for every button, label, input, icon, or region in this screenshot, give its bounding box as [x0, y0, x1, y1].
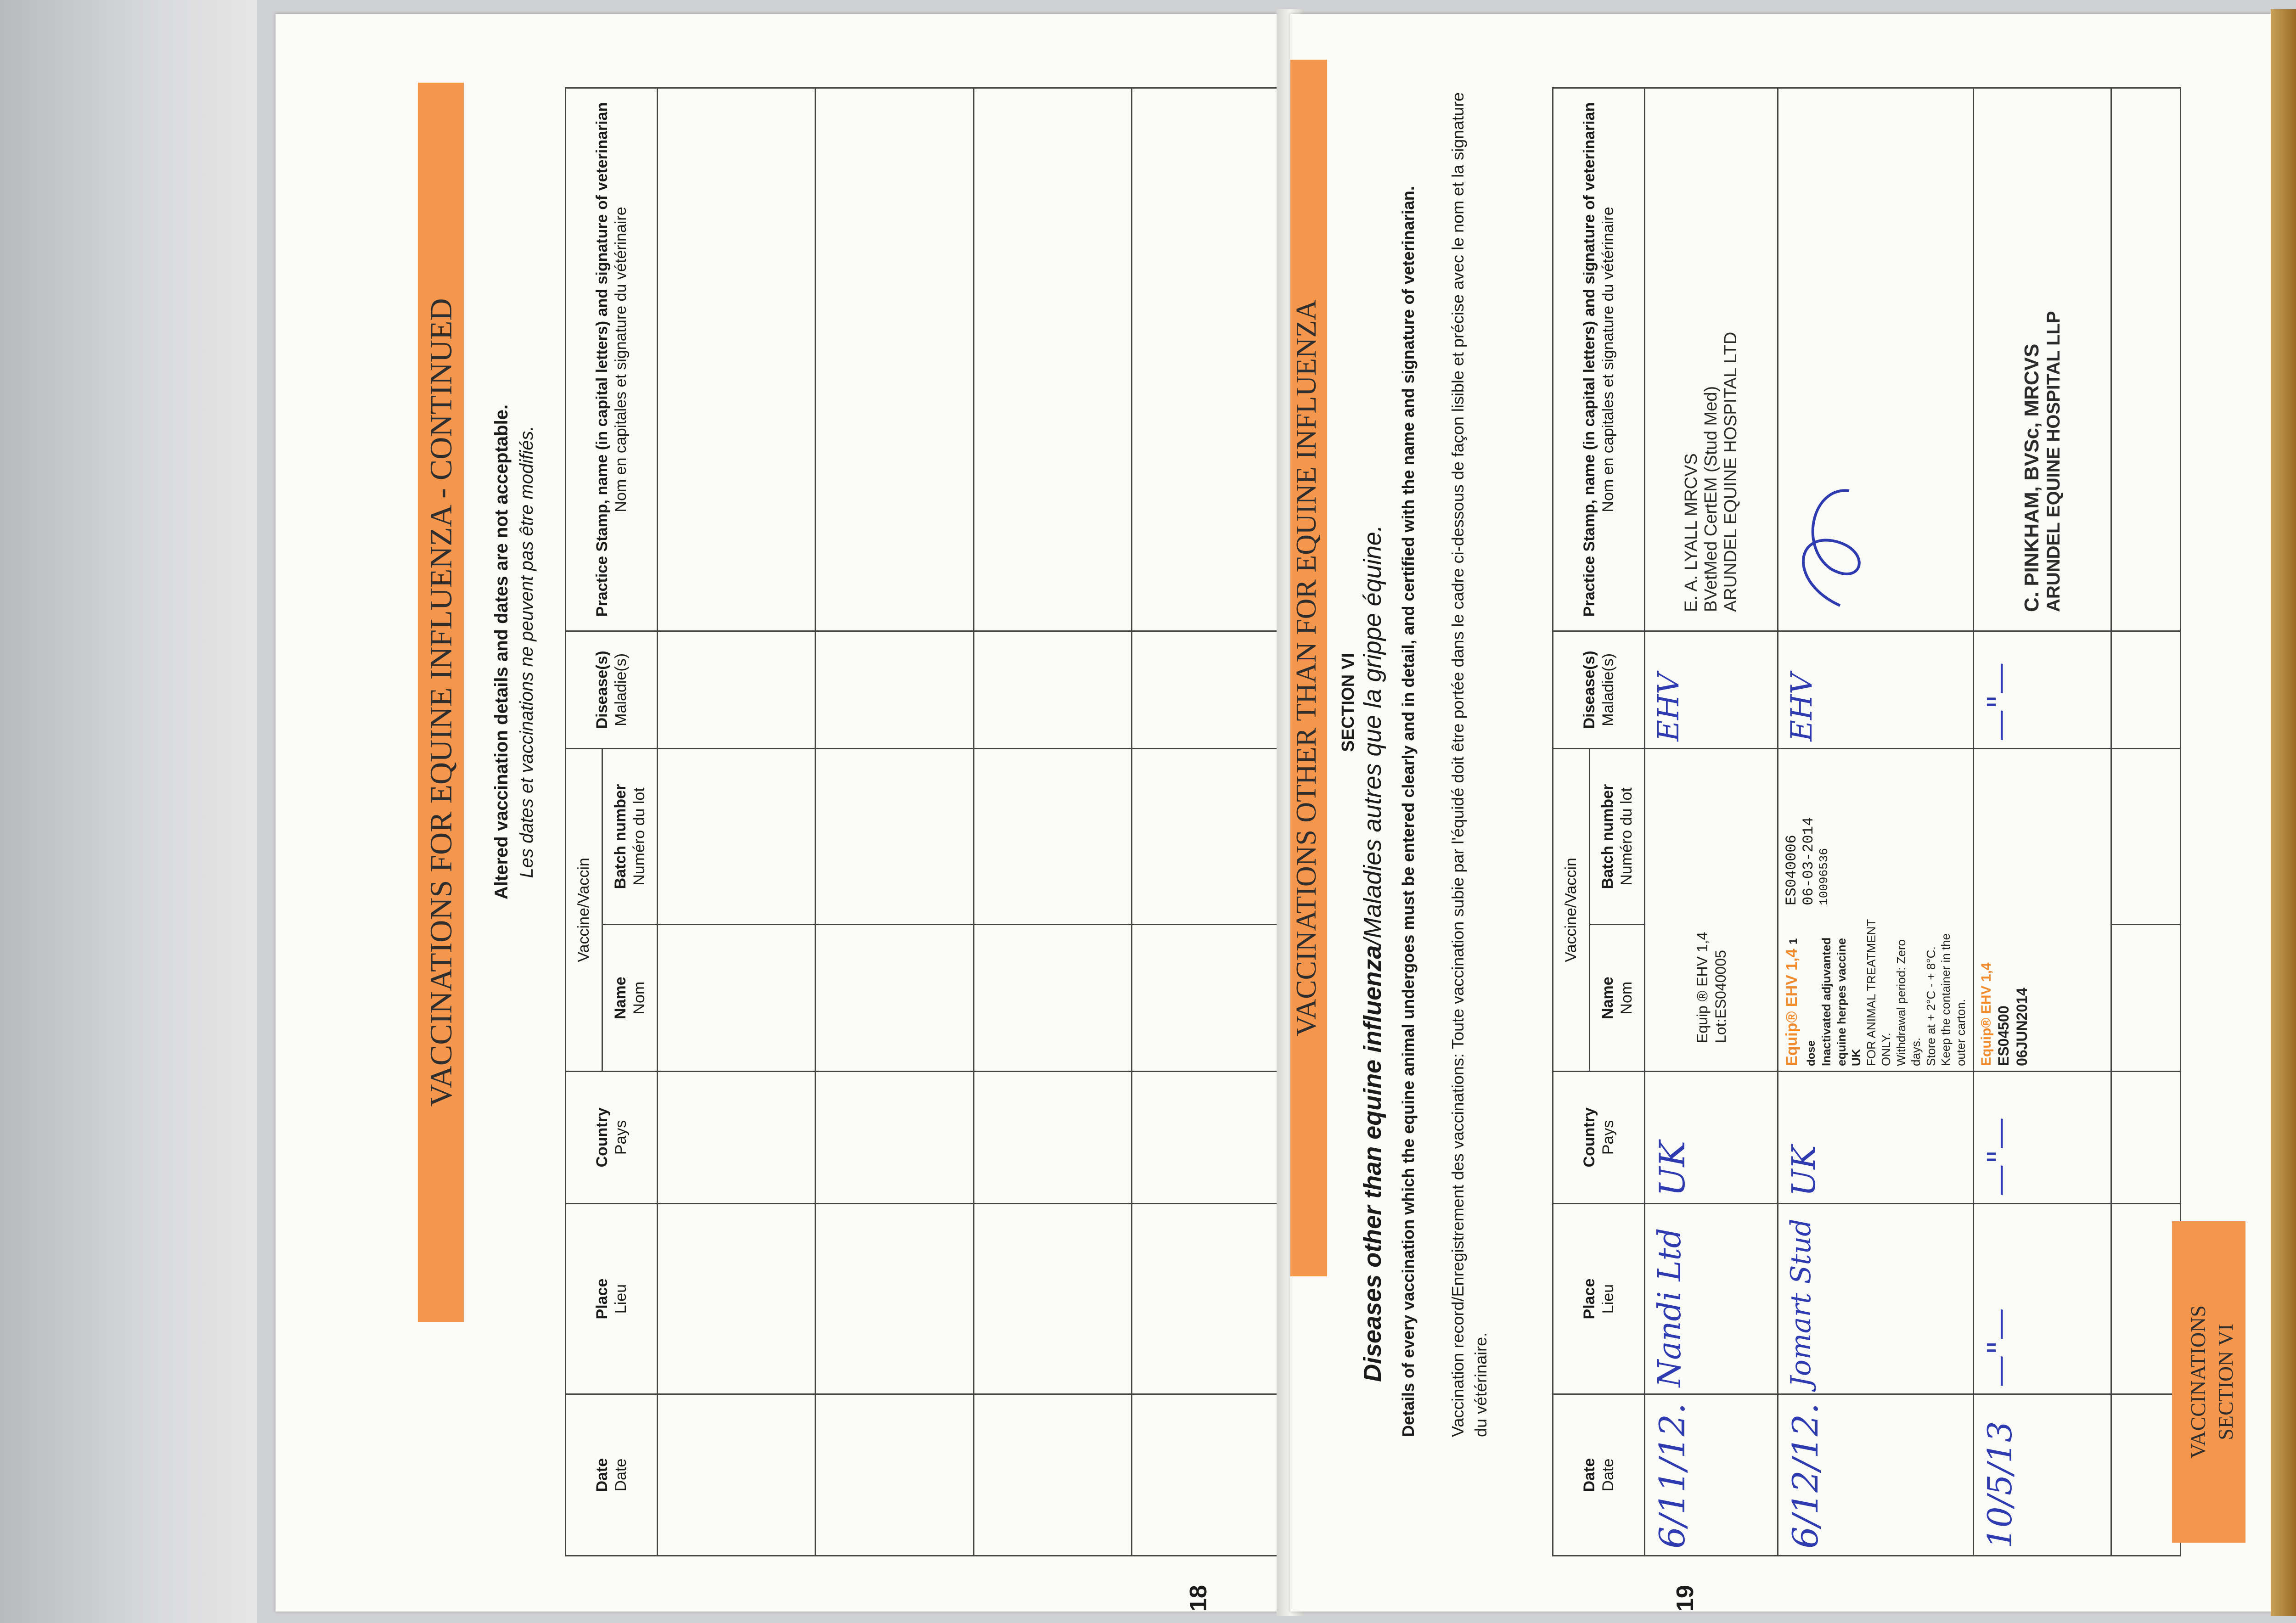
page18-warning-fr: Les dates et vaccinations ne peuvent pas être modifiés.: [517, 426, 537, 878]
p18-col-country: Country Pays: [566, 1072, 658, 1204]
row2-place: Jomart Stud: [1778, 1203, 1974, 1394]
p19-col-country: Country Pays: [1553, 1072, 1645, 1204]
page18-header: VACCINATIONS FOR EQUINE INFLUENZA - CONTINUED: [423, 298, 458, 1107]
signature-icon: [1785, 303, 1877, 624]
p18-col-date: Date Date: [566, 1394, 658, 1556]
row3-stamp: C. PINKHAM, BVSc, MRCVS ARUNDEL EQUINE HOSPITAL LLP: [1974, 88, 2111, 631]
p19-col-vaccine: Vaccine/Vaccin: [1553, 748, 1590, 1071]
p19-col-batch: Batch number Numéro du lot: [1590, 748, 1645, 925]
page19-side-header: VACCINATIONS OTHER THAN FOR EQUINE INFLUENZA: [1291, 299, 1322, 1037]
row1-vaccine-label: Equip ® EHV 1,4 Lot:ES040005: [1645, 748, 1778, 1071]
p18-col-batch: Batch number Numéro du lot: [602, 748, 658, 925]
row1-disease: EHV: [1645, 631, 1778, 748]
page-19: [1290, 14, 2278, 1612]
p19-col-stamp: Practice Stamp, name (in capital letters) and signature of veterinarian Nom en capitales et signature du vétérinaire: [1553, 88, 1645, 631]
row3-date: 10/5/13: [1974, 1394, 2111, 1556]
row3-place: —"—: [1974, 1203, 2111, 1394]
p19-col-date: Date Date: [1553, 1394, 1645, 1556]
p18-col-stamp: Practice Stamp, name (in capital letters) and signature of veterinarian Nom en capitales et signature du vétérinaire: [566, 88, 658, 631]
book-binding: [2271, 9, 2296, 1616]
row2-vaccine-label: [1778, 748, 1974, 1071]
p19-col-disease: Disease(s) Maladie(s): [1553, 631, 1645, 748]
footer-line2: SECTION VI: [2214, 1324, 2237, 1440]
row2-country: UK: [1778, 1072, 1974, 1204]
table-row: [658, 88, 816, 1556]
p19-col-name: Name Nom: [1590, 925, 1645, 1072]
page19-number: 19: [1672, 1585, 1699, 1612]
row3-country: —"—: [1974, 1072, 2111, 1204]
row1-place: Nandi Ltd: [1645, 1203, 1778, 1394]
section-title: Diseases other than equine influenza/Maladies autres que la grippe équine.: [1359, 525, 1386, 1382]
p19-col-place: Place Lieu: [1553, 1203, 1645, 1394]
table-row: [816, 88, 974, 1556]
row1-country: UK: [1645, 1072, 1778, 1204]
row3-disease: —"—: [1974, 631, 2111, 748]
row3-vaccine-label: Equip® EHV 1,4 ES04500 06JUN2014: [1974, 748, 2111, 1071]
details-en: Details of every vaccination which the equine animal undergoes must be entered clearly and in detail, and certified with the name and signature of veterinarian.: [1399, 186, 1418, 1437]
table-row: [1974, 88, 2111, 1556]
p18-col-vaccine: Vaccine/Vaccin: [566, 748, 602, 1071]
table-row: [1778, 88, 1974, 1556]
footer-line1: VACCINATIONS: [2186, 1305, 2210, 1459]
page18-table: [565, 87, 1286, 1556]
vaccine-sticker: Equip® EHV 1,4 1 dose Inactivated adjuvanted equine herpes vaccine UK FOR ANIMAL TREATMENT ONLY. Withdrawal period: Zero days. Store at + 2°C - + 8°C. Keep the container in the outer carton. ES040006 06-03-2014 10096536: [1783, 817, 1968, 1067]
p18-col-place: Place Lieu: [566, 1203, 658, 1394]
page18-warning-en: Altered vaccination details and dates are not acceptable.: [491, 404, 512, 900]
p18-col-disease: Disease(s) Maladie(s): [566, 631, 658, 748]
table-row: [1645, 88, 1778, 1556]
page18-number: 18: [1185, 1585, 1212, 1612]
table-row: [1131, 88, 1286, 1556]
row1-date: 6/11/12.: [1645, 1394, 1778, 1556]
row1-stamp: E. A. LYALL MRCVS BVetMed CertEM (Stud Med) ARUNDEL EQUINE HOSPITAL LTD: [1645, 88, 1778, 631]
details-fr: Vaccination record/Enregistrement des vaccinations: Toute vaccination subie par l'équidé doit être portée dans le cadre ci-dessous de façon lisible et précise avec le nom et la signature du vétérinaire.: [1448, 92, 1490, 1437]
page-18: [276, 14, 1286, 1612]
row2-date: 6/12/12.: [1778, 1394, 1974, 1556]
section-label: SECTION VI: [1339, 653, 1358, 752]
row2-disease: EHV: [1778, 631, 1974, 748]
row2-stamp: [1778, 88, 1974, 631]
p18-col-name: Name Nom: [602, 925, 658, 1072]
page19-table: [1552, 87, 2181, 1556]
table-row: [974, 88, 1131, 1556]
table-row: [2111, 88, 2181, 1556]
scan-background: [0, 0, 257, 1623]
